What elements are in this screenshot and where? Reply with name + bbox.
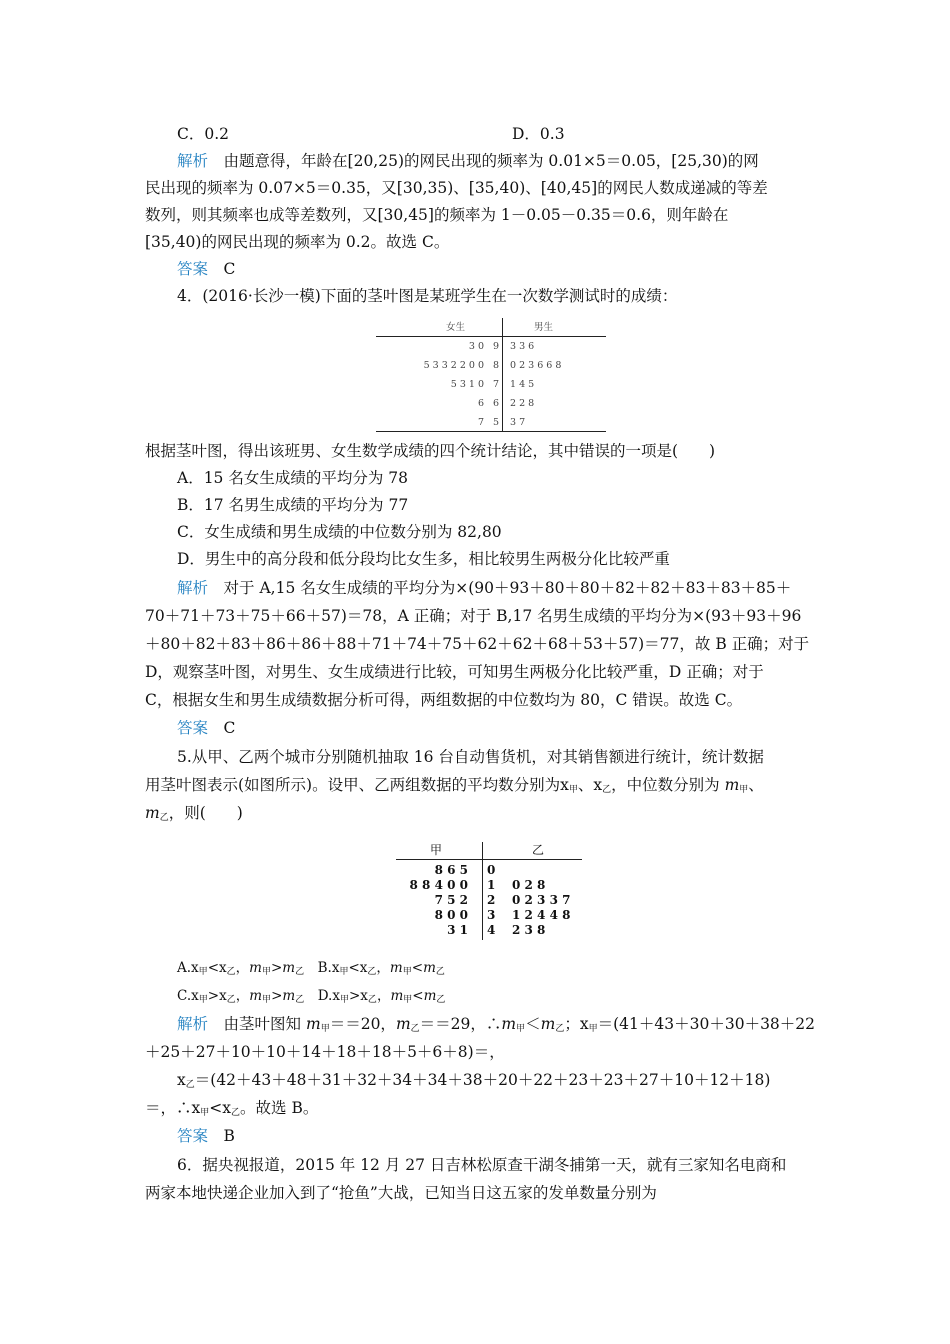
leaf-right-row: 0 2 8 <box>512 878 546 892</box>
q3-option-d: D．0.3 <box>512 125 565 143</box>
q4-stem: 4．(2016·长沙一模)下面的茎叶图是某班学生在一次数学测试时的成绩： <box>177 287 678 305</box>
answer-label: 答案 <box>177 1127 209 1145</box>
stem-row: 1 <box>487 878 496 892</box>
q4-option-b: B．17 名男生成绩的平均分为 77 <box>177 496 409 514</box>
stem-leaf-plot-girls-boys <box>376 318 606 432</box>
q4-answer: 答案 C <box>177 719 236 737</box>
q3-analysis-line-1: 解析 由题意得，年龄在[20,25)的网民出现的频率为 0.01×5＝0.05，[25,30)的网 <box>177 152 759 170</box>
q5-stem-line-1: 5.从甲、乙两个城市分别随机抽取 16 台自动售货机，对其销售额进行统计，统计数据 <box>177 748 764 766</box>
q4-analysis-line-2: 70＋71＋73＋75＋66＋57)＝78，A 正确；对于 B,17 名男生成绩的平均分为×(93＋93＋96 <box>145 607 802 625</box>
leaf-right-row: 2 3 8 <box>512 923 546 937</box>
leaf-left-row: 8 0 0 <box>434 908 468 922</box>
analysis-label: 解析 <box>177 152 209 170</box>
q4-option-c: C．女生成绩和男生成绩的中位数分别为 82,80 <box>177 523 502 541</box>
leaf-right-row: 3 7 <box>510 417 526 428</box>
q4-analysis-line-3: ＋80＋82＋83＋86＋86＋88＋71＋74＋75＋62＋62＋68＋53＋57)＝77，故 B 正确；对于 <box>145 635 810 653</box>
q5-answer: 答案 B <box>177 1127 235 1145</box>
leaf-left-row: 3 1 <box>447 923 468 937</box>
q5-options-cd: $C.x_甲>x_乙$，$m_甲>m_乙$ $D.x_甲>x_乙$，$m_甲<m_乙$ <box>177 988 446 1005</box>
q3-analysis-line-3: 数列，则其频率也成等差数列，又[30,45]的频率为 1－0.05－0.35＝0.6，则年龄在 <box>145 206 729 224</box>
stem-row: 4 <box>487 923 496 937</box>
leaf-right-row: 1 2 4 4 8 <box>512 908 571 922</box>
plot-bottom-rule <box>376 431 606 432</box>
leaf-right-row: 3 3 6 <box>510 341 535 352</box>
stem-row: 5 <box>493 417 500 428</box>
stem-row: 0 <box>487 863 496 877</box>
plot-left-header: 甲 <box>430 843 443 857</box>
q4-analysis-line-4: D，观察茎叶图，对男生、女生成绩进行比较，可知男生两极分化比较严重，D 正确；对于 <box>145 663 764 681</box>
answer-label: 答案 <box>177 719 209 737</box>
q5-analysis-line-1: 解析 由茎叶图知 $m_甲==20$，$m_乙==29$，$\therefore m_甲<m_乙$；$x_甲=(41+43+30+30+38+22$ <box>177 1015 816 1034</box>
leaf-right-row: 2 2 8 <box>510 398 535 409</box>
plot-header-rule <box>396 859 582 860</box>
q3-answer: 答案 C <box>177 260 236 278</box>
q4-option-d: D．男生中的高分段和低分段均比女生多，相比较男生两极分化比较严重 <box>177 550 670 568</box>
stem-row: 8 <box>493 360 500 371</box>
q3-analysis-line-4: [35,40)的网民出现的频率为 0.2。故选 C。 <box>145 233 450 251</box>
q4-question: 根据茎叶图，得出该班男、女生数学成绩的四个统计结论，其中错误的一项是( ) <box>145 442 716 460</box>
leaf-right-row: 0 2 3 3 7 <box>512 893 571 907</box>
plot-stem-divider <box>502 318 503 432</box>
q5-options-ab: $A.x_甲<x_乙$，$m_甲>m_乙$ $B.x_甲<x_乙$，$m_甲<m_乙$ <box>177 960 445 977</box>
q6-line-1: 6．据央视报道，2015 年 12 月 27 日吉林松原查干湖冬捕第一天，就有三家知名电商和 <box>177 1156 787 1174</box>
q4-analysis-line-5: C，根据女生和男生成绩数据分析可得，两组数据的中位数均为 80，C 错误。故选 C。 <box>145 691 743 709</box>
plot-right-header: 男生 <box>534 322 554 333</box>
q5-analysis-line-4: ＝，$\therefore x_甲<x_乙$。故选 B。 <box>145 1099 319 1118</box>
stem-row: 2 <box>487 893 496 907</box>
plot-header-rule <box>376 336 606 337</box>
plot-right-header: 乙 <box>532 843 545 857</box>
stem-row: 7 <box>493 379 500 390</box>
leaf-left-row: 3 0 <box>468 341 484 352</box>
analysis-label: 解析 <box>177 579 209 597</box>
analysis-label: 解析 <box>177 1015 209 1033</box>
q3-option-c: C．0.2 <box>177 125 230 143</box>
q5-stem-line-2: 用茎叶图表示(如图所示)。设甲、乙两组数据的平均数分别为$x_甲$、$x_乙$，中位数分别为 $m_甲$、 <box>145 776 764 795</box>
q4-option-a: A．15 名女生成绩的平均分为 78 <box>177 469 408 487</box>
stem-row: 6 <box>493 398 500 409</box>
stem-leaf-plot-jia-yi <box>396 842 582 940</box>
q4-analysis-line-1: 解析 对于 A,15 名女生成绩的平均分为×(90＋93＋80＋80＋82＋82＋83＋83＋85＋ <box>177 579 792 597</box>
leaf-left-row: 5 3 1 0 <box>450 379 484 390</box>
leaf-left-row: 5 3 3 2 2 0 0 <box>423 360 484 371</box>
q6-line-2: 两家本地快递企业加入到了“抢鱼”大战，已知当日这五家的发单数量分别为 <box>145 1184 657 1202</box>
leaf-right-row: 0 2 3 6 6 8 <box>510 360 562 371</box>
leaf-left-row: 8 8 4 0 0 <box>409 878 468 892</box>
q5-stem-line-3: $m_乙$，则( ) <box>145 804 243 823</box>
leaf-left-row: 7 5 2 <box>434 893 468 907</box>
answer-label: 答案 <box>177 260 209 278</box>
plot-left-header: 女生 <box>446 322 466 333</box>
leaf-right-row: 1 4 5 <box>510 379 535 390</box>
leaf-left-row: 7 <box>477 417 484 428</box>
q5-analysis-line-2: ＋25＋27＋10＋10＋14＋18＋18＋5＋6＋8)＝， <box>145 1043 505 1061</box>
leaf-left-row: 6 <box>477 398 484 409</box>
q5-analysis-line-3: $x_乙=(42+43+48+31+32+34+34+38+20+22+23+23+27+10+12+18)$ <box>177 1071 771 1090</box>
q3-analysis-line-2: 民出现的频率为 0.07×5＝0.35，又[30,35)、[35,40)、[40,45]的网民人数成递减的等差 <box>145 179 768 197</box>
plot-stem-divider <box>482 842 483 940</box>
stem-row: 9 <box>493 341 500 352</box>
stem-row: 3 <box>487 908 496 922</box>
leaf-left-row: 8 6 5 <box>434 863 468 877</box>
